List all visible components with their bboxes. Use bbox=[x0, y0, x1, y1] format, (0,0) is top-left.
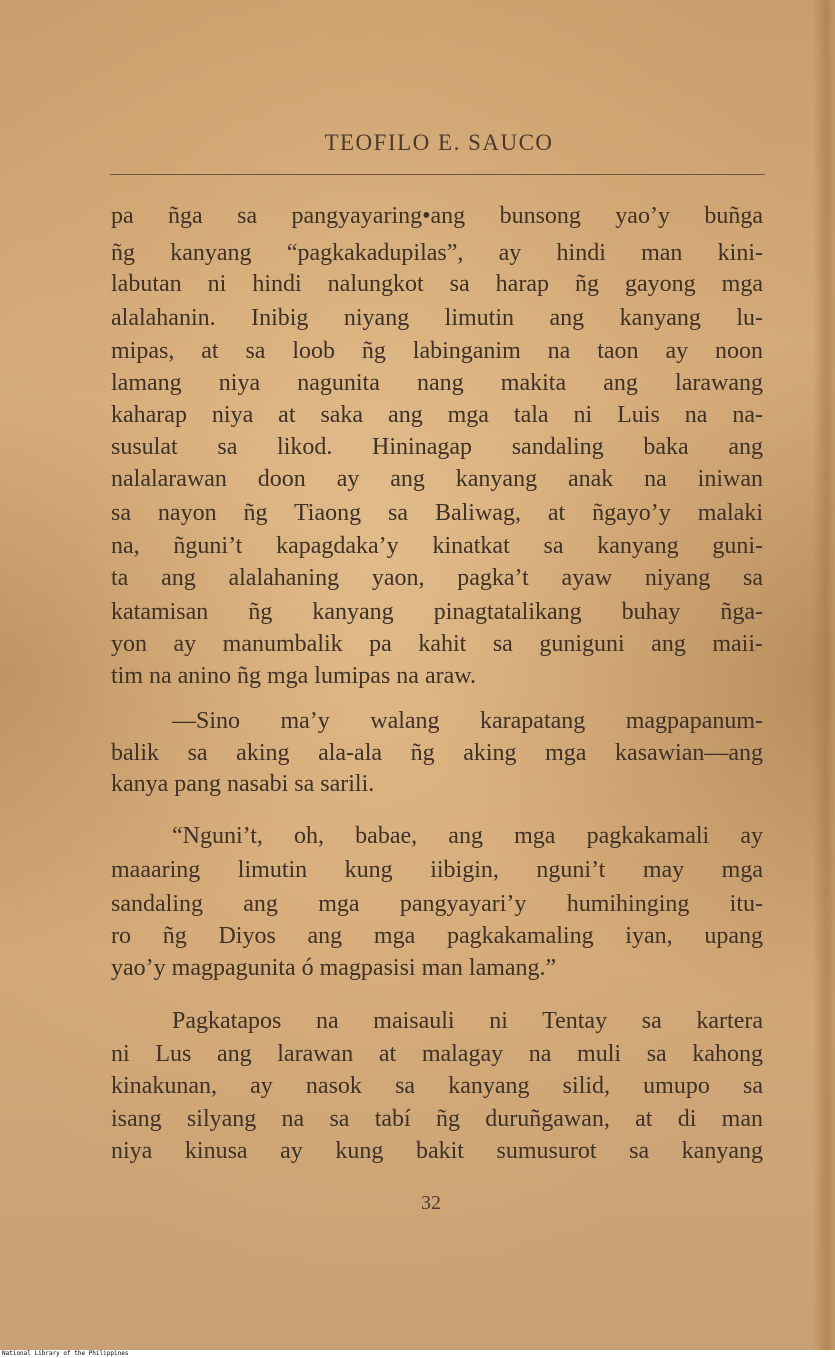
text-line: balik sa aking ala-ala ñg aking mga kasawian—ang bbox=[111, 740, 763, 766]
text-line: lamang niya nagunita nang makita ang larawang bbox=[111, 370, 763, 396]
text-line: niya kinusa ay kung bakit sumusurot sa kanyang bbox=[111, 1138, 763, 1164]
text-line: mipas, at sa loob ñg labinganim na taon ay noon bbox=[111, 338, 763, 364]
text-line: susulat sa likod. Hininagap sandaling baka ang bbox=[111, 434, 763, 460]
running-head: TEOFILO E. SAUCO bbox=[324, 130, 554, 155]
text-line: kinakunan, ay nasok sa kanyang silid, umupo sa bbox=[111, 1073, 763, 1099]
text-line: labutan ni hindi nalungkot sa harap ñg gayong mga bbox=[111, 271, 763, 297]
library-credit: National Library of the Philippines bbox=[2, 1350, 129, 1357]
text-line: maaaring limutin kung iibigin, nguni’t may mga bbox=[111, 857, 763, 883]
text-line: —Sino ma’y walang karapatang magpapanum- bbox=[172, 708, 763, 734]
footer-strip bbox=[0, 1350, 835, 1358]
page-edge-shadow bbox=[813, 0, 835, 1350]
text-line: yon ay manumbalik pa kahit sa guniguni ang maii- bbox=[111, 631, 763, 657]
text-line: ro ñg Diyos ang mga pagkakamaling iyan, upang bbox=[111, 923, 763, 949]
text-line: sandaling ang mga pangyayari’y humihinging itu- bbox=[111, 891, 763, 917]
text-line: ni Lus ang larawan at malagay na muli sa kahong bbox=[111, 1041, 763, 1067]
text-line: ta ang alalahaning yaon, pagka’t ayaw niyang sa bbox=[111, 565, 763, 591]
text-line: tim na anino ñg mga lumipas na araw. bbox=[111, 663, 477, 689]
text-line: pa ñga sa pangyayaring•ang bunsong yao’y buñga bbox=[111, 203, 763, 229]
page-number: 32 bbox=[421, 1192, 441, 1214]
text-line: “Nguni’t, oh, babae, ang mga pagkakamali ay bbox=[172, 823, 763, 849]
text-line: yao’y magpagunita ó magpasisi man lamang.” bbox=[111, 955, 557, 981]
text-line: na, ñguni’t kapagdaka’y kinatkat sa kanyang guni- bbox=[111, 533, 763, 559]
header-rule bbox=[110, 174, 765, 175]
text-line: ñg kanyang “pagkakadupilas”, ay hindi man kini- bbox=[111, 240, 763, 266]
text-line: Pagkatapos na maisauli ni Tentay sa kartera bbox=[172, 1008, 763, 1034]
text-line: alalahanin. Inibig niyang limutin ang kanyang lu- bbox=[111, 305, 763, 331]
text-line: sa nayon ñg Tiaong sa Baliwag, at ñgayo’y malaki bbox=[111, 500, 763, 526]
text-line: katamisan ñg kanyang pinagtatalikang buhay ñga- bbox=[111, 599, 763, 625]
text-line: kaharap niya at saka ang mga tala ni Luis na na- bbox=[111, 402, 763, 428]
text-line: isang silyang na sa tabí ñg duruñgawan, at di man bbox=[111, 1106, 763, 1132]
text-line: nalalarawan doon ay ang kanyang anak na iniwan bbox=[111, 466, 763, 492]
text-line: kanya pang nasabi sa sarili. bbox=[111, 771, 375, 797]
